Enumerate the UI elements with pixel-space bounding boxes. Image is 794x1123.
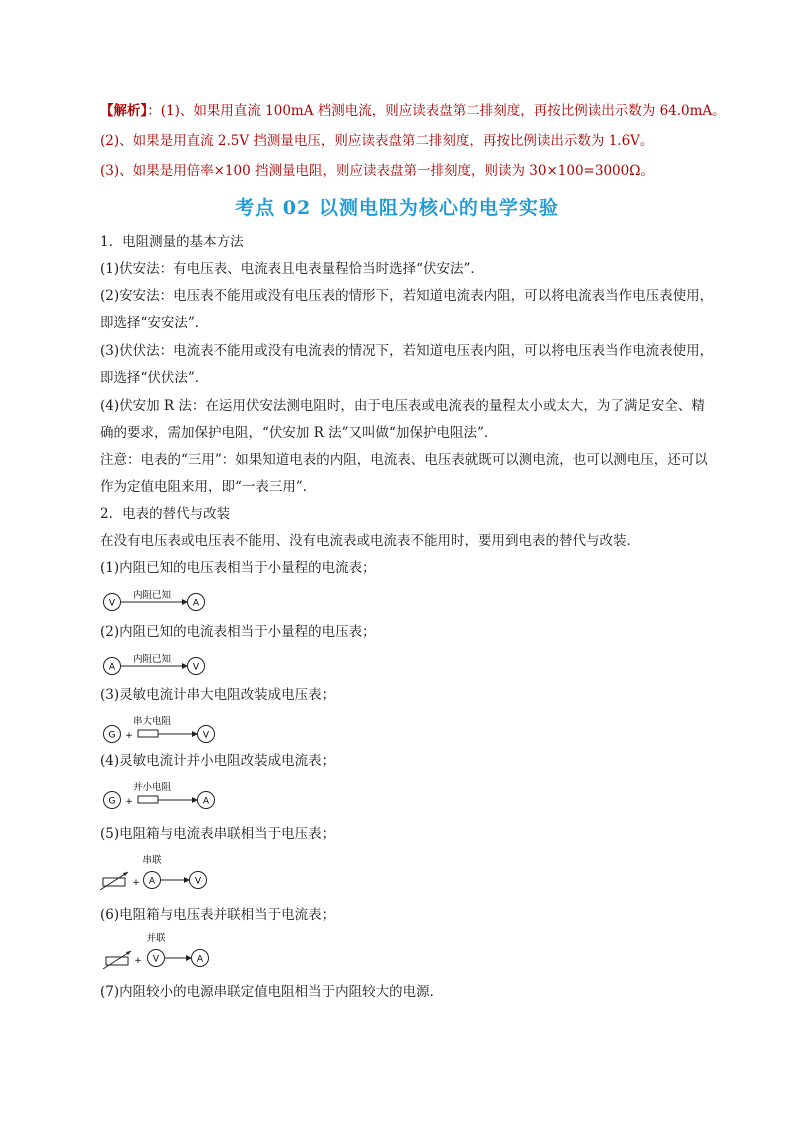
part2-item-4: (4)灵敏电流计并小电阻改装成电流表； bbox=[100, 753, 336, 769]
diagram-galvanometer-parallel-resistor bbox=[100, 780, 220, 810]
part1-p3b: 即选择“伏伏法”． bbox=[100, 370, 209, 386]
part2-intro: 在没有电压表或电压表不能用、没有电流表或电流表不能用时，要用到电表的替代与改装． bbox=[100, 533, 640, 549]
meter-a-letter: A bbox=[148, 876, 156, 887]
diagram-ammeter-to-voltmeter bbox=[100, 652, 220, 676]
diagram-galvanometer-series-resistor bbox=[100, 714, 220, 744]
part1-p2a: (2)安安法：电压表不能用或没有电压表的情形下，若知道电流表内阻，可以将电流表当作电压表使用， bbox=[100, 288, 714, 304]
part1-p4a: (4)伏安加 R 法：在运用伏安法测电阻时，由于电压表或电流表的量程太小或太大，为了满足安全、精 bbox=[100, 398, 705, 414]
meter-g-letter: G bbox=[108, 730, 116, 741]
analysis-line-3: (3)、如果是用倍率×100 挡测量电阻，则应读表盘第一排刻度，则读为 30×100=3000Ω。 bbox=[100, 163, 654, 179]
part2-item-1: (1)内阻已知的电压表相当于小量程的电流表； bbox=[100, 560, 376, 576]
resistor-symbol bbox=[138, 796, 158, 803]
plus-sign: + bbox=[125, 731, 133, 741]
part2-item-2: (2)内阻已知的电流表相当于小量程的电压表； bbox=[100, 624, 376, 640]
part1-p5b: 作为定值电阻来用，即“一表三用”． bbox=[100, 479, 317, 495]
meter-g-letter: G bbox=[108, 796, 116, 807]
diagram-label: 内阻已知 bbox=[132, 590, 172, 601]
meter-v-letter: V bbox=[108, 598, 116, 609]
part2-item-6: (6)电阻箱与电压表并联相当于电流表； bbox=[100, 907, 336, 923]
part1-p1: (1)伏安法：有电压表、电流表且电表量程恰当时选择“伏安法”． bbox=[100, 261, 484, 277]
part2-last: (7)内阻较小的电源串联定值电阻相当于内阻较大的电源． bbox=[100, 984, 444, 1000]
meter-v-letter: V bbox=[202, 730, 210, 741]
diagram-label: 并小电阻 bbox=[132, 782, 172, 793]
meter-a-letter: A bbox=[108, 662, 116, 673]
analysis-label: 【解析】 bbox=[100, 103, 148, 119]
analysis-line-1 bbox=[100, 101, 726, 121]
part2-item-5: (5)电阻箱与电流表串联相当于电压表； bbox=[100, 826, 336, 842]
resistor-symbol bbox=[138, 730, 158, 737]
analysis-text-1: ：(1)、如果用直流 100mA 档测电流，则应读表盘第二排刻度，再按比例读出示数为 64.0mA。 bbox=[147, 103, 726, 119]
meter-v-letter: V bbox=[192, 662, 200, 673]
meter-a-letter: A bbox=[202, 796, 210, 807]
diagram-label: 串大电阻 bbox=[132, 716, 172, 727]
diagram-voltmeter-to-ammeter bbox=[100, 588, 220, 612]
plus-sign: + bbox=[134, 956, 142, 966]
diagram-resistance-box-series-ammeter bbox=[100, 854, 220, 890]
part1-p2b: 即选择“安安法”． bbox=[100, 315, 209, 331]
diagram-label: 内阻已知 bbox=[132, 654, 172, 665]
plus-sign: + bbox=[132, 878, 140, 888]
diagram-label: 并联 bbox=[146, 933, 166, 944]
diagram-resistance-box-parallel-voltmeter bbox=[100, 932, 220, 970]
meter-a-letter: A bbox=[192, 598, 200, 609]
part1-p4b: 确的要求，需加保护电阻，“伏安加 R 法”又叫做“加保护电阻法”． bbox=[100, 425, 498, 441]
diagram-label: 串联 bbox=[142, 855, 162, 866]
meter-v-letter: V bbox=[152, 954, 160, 965]
part2-item-3: (3)灵敏电流计串大电阻改装成电压表； bbox=[100, 687, 336, 703]
resistance-box-symbol bbox=[103, 878, 125, 886]
part2-heading: 2．电表的替代与改装 bbox=[100, 506, 231, 522]
part1-p5a: 注意：电表的“三用”：如果知道电表的内阻，电流表、电压表就既可以测电流，也可以测电压，还可以 bbox=[100, 452, 708, 468]
meter-v-letter: V bbox=[194, 876, 202, 887]
analysis-line-2: (2)、如果是用直流 2.5V 挡测量电压，则应读表盘第二排刻度，再按比例读出示数为 1.6V。 bbox=[100, 133, 654, 149]
meter-a-letter: A bbox=[196, 954, 204, 965]
part1-heading: 1．电阻测量的基本方法 bbox=[100, 234, 244, 250]
part1-p3a: (3)伏伏法：电流表不能用或没有电流表的情况下，若知道电压表内阻，可以将电压表当作电流表使用， bbox=[100, 343, 714, 359]
section-title: 考点 02 以测电阻为核心的电学实验 bbox=[235, 197, 559, 219]
plus-sign: + bbox=[125, 797, 133, 807]
resistance-box-symbol bbox=[106, 957, 128, 965]
